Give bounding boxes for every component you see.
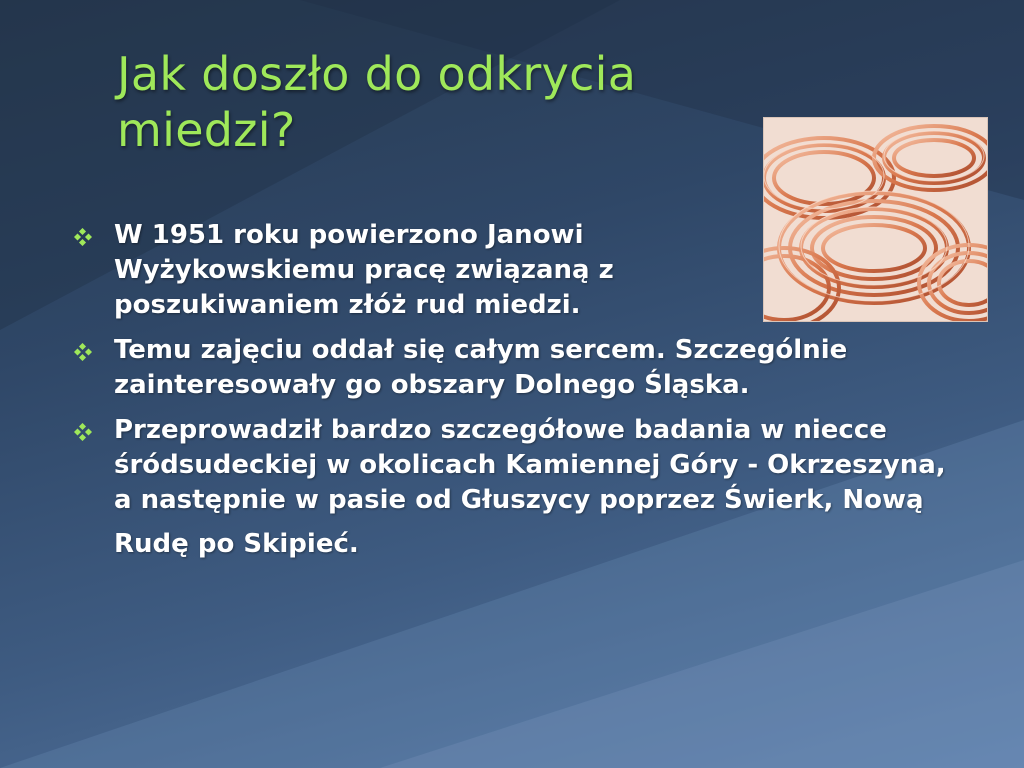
bullet-period: .: [348, 529, 359, 559]
bullet-item: [70, 333, 854, 403]
four-diamond-bullet-icon: [74, 228, 92, 246]
bullet-text-last-word: Skipieć: [243, 529, 349, 559]
bullet-text: Temu zajęciu oddał się całym sercem. Szczególnie zainteresowały go obszary Dolnego Śląska.: [114, 335, 848, 400]
bullet-text: W 1951 roku powierzono Janowi Wyżykowskiemu pracę związaną z poszukiwaniem złóż rud miedzi.: [114, 220, 614, 320]
four-diamond-bullet-icon: [74, 343, 92, 361]
slide-title: Jak doszło do odkrycia miedzi?: [117, 47, 637, 157]
bullet-item: [70, 218, 734, 323]
bullet-item: [70, 413, 960, 570]
bullet-list: [70, 218, 960, 580]
four-diamond-bullet-icon: [74, 423, 92, 441]
bullet-text: Przeprowadził bardzo szczegółowe badania w niecce śródsudeckiej w okolicach Kamiennej Góry - Okrzeszyna, a następnie w pasie od Głuszycy poprzez Świerk, Nową Rudę po: [114, 415, 946, 559]
